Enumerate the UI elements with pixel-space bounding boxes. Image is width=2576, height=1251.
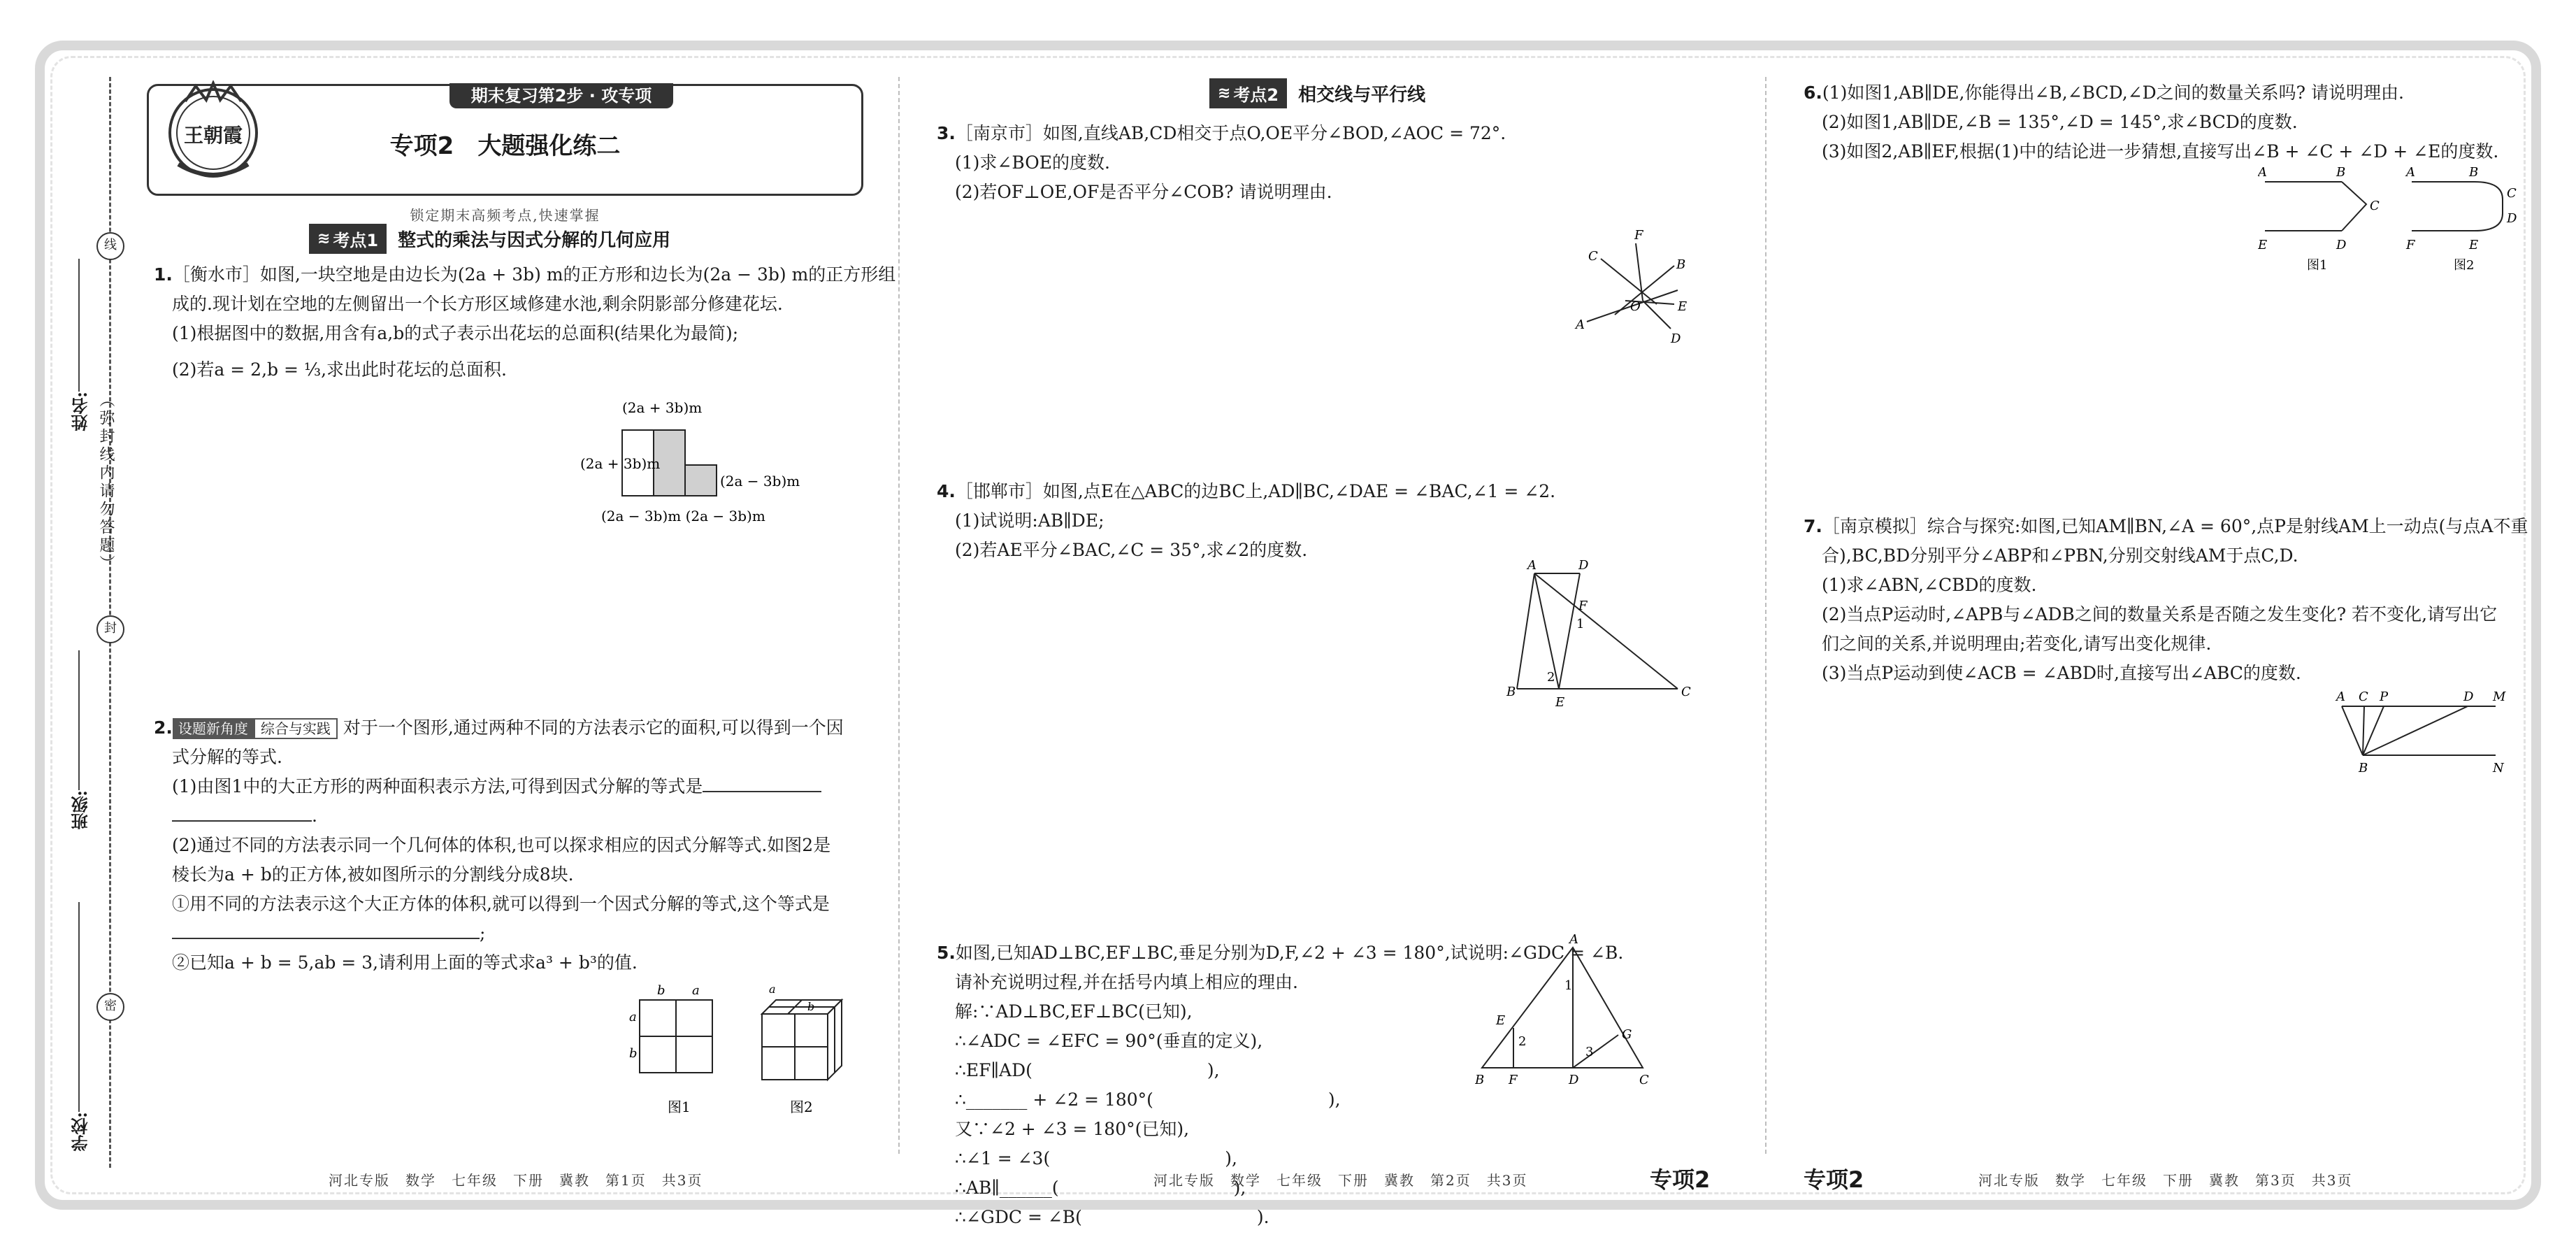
- footer-page-1: 河北专版 数学 七年级 下册 冀教 第1页 共3页: [329, 1172, 703, 1189]
- svg-text:E: E: [1555, 695, 1565, 710]
- svg-text:b: b: [629, 1046, 638, 1061]
- svg-text:a: a: [769, 982, 776, 996]
- class-label: 班级:: [71, 790, 91, 830]
- question-2: 2. 设题新角度 综合与实践 对于一个图形,通过两种不同的方法表示它的面积,可以得到一个因 式分解的等式. (1)由图1中的大正方形的两种面积表示方法,可得到因式分解的等式是 . (2)通过不同的方法表示同一个几何体的体积,也可以探求相应的因式分解等式.如图2是 棱长为a + b的正方体,被如图所示的分割线分成8块. ①用不同的方法表示这个大正方体的体积,就可以得到一个因式分解的等式,这个等式是 ; ②已知a + b = 5,ab = 3,请利用上面的等式求a³ + b³的值.: [154, 717, 844, 973]
- svg-text:D: D: [1578, 559, 1589, 573]
- fig1-top-label: (2a + 3b)m: [622, 399, 703, 416]
- wave-icon: ≋: [317, 230, 329, 248]
- svg-text:D: D: [2463, 689, 2474, 704]
- svg-text:N: N: [2493, 761, 2504, 775]
- svg-text:C: C: [1588, 249, 1598, 264]
- column-divider-1: [898, 77, 900, 1154]
- svg-text:1: 1: [1576, 617, 1585, 631]
- name-label: 姓名:: [71, 392, 91, 431]
- logo-text: 王朝霞: [183, 124, 243, 147]
- class-line: [78, 650, 80, 790]
- svg-text:b: b: [657, 983, 665, 998]
- question-2-figures: [622, 979, 853, 1126]
- binding-sidebar: [55, 77, 131, 1168]
- svg-text:E: E: [2469, 238, 2479, 252]
- svg-text:2: 2: [1547, 670, 1555, 685]
- svg-text:B: B: [2359, 761, 2368, 775]
- svg-text:1: 1: [1564, 978, 1573, 993]
- svg-text:A: A: [1527, 559, 1537, 573]
- svg-text:F: F: [1578, 599, 1588, 613]
- svg-text:B: B: [1676, 257, 1686, 272]
- kaodian-1-heading: [309, 224, 670, 254]
- column-divider-2: [1765, 77, 1766, 1154]
- svg-text:B: B: [1475, 1073, 1485, 1087]
- svg-text:M: M: [2493, 689, 2506, 704]
- footer-page-3: 河北专版 数学 七年级 下册 冀教 第3页 共3页: [1978, 1172, 2353, 1189]
- publisher-logo: [164, 80, 262, 185]
- svg-text:E: E: [1496, 1013, 1506, 1028]
- svg-text:E: E: [2258, 238, 2268, 252]
- svg-text:C: C: [2507, 186, 2517, 201]
- kaodian-1-title: 整式的乘法与因式分解的几何应用: [398, 230, 671, 251]
- svg-text:A: A: [2406, 165, 2415, 180]
- seal-mark-mid: 封: [96, 615, 124, 643]
- page-subtitle: 锁定期末高频考点,快速掌握: [410, 207, 600, 224]
- kaodian-2-tag: ≋ 考点2: [1209, 78, 1287, 108]
- svg-text:A: A: [1576, 317, 1585, 332]
- question-7-figure: [2335, 685, 2517, 790]
- svg-text:B: B: [2336, 165, 2346, 180]
- answer-blank-3[interactable]: [172, 921, 480, 939]
- footer-topic-left: 专项2: [1804, 1166, 1864, 1193]
- footer-page-2: 河北专版 数学 七年级 下册 冀教 第2页 共3页: [1153, 1172, 1528, 1189]
- question-7: 7.［南京模拟］综合与探究:如图,已知AM∥BN,∠A = 60°,点P是射线AM上一动点(与点A不重 合),BC,BD分别平分∠ABP和∠PBN,分别交射线AM于点C,D. (1)求∠ABN,∠CBD的度数. (2)当点P运动时,∠APB与∠ADB之间的数量关系是否随之发生变化? 若不变化,请写出它 们之间的关系,并说明理由;若变化,请写出变化规律. (3)当点P运动到使∠ACB = ∠ABD时,直接写出∠ABC的度数.: [1804, 516, 2528, 683]
- svg-text:F: F: [2406, 238, 2415, 252]
- question-1: 1.［衡水市］如图,一块空地是由边长为(2a + 3b) m的正方形和边长为(2a − 3b) m的正方形组 成的.现计划在空地的左侧留出一个长方形区域修建水池,剩余阴影部分修建花坛. (1)根据图中的数据,用含有a,b的式子表示出花坛的总面积(结果化为最简); (2)若a = 2,b = ⅓,求出此时花坛的总面积.: [154, 264, 896, 380]
- tag-practice: 综合与实践: [254, 718, 338, 739]
- header-box: [147, 84, 863, 196]
- svg-text:A: A: [2258, 165, 2267, 180]
- school-line: [78, 902, 80, 1112]
- question-1-figure: [580, 392, 818, 545]
- svg-text:O: O: [1630, 299, 1641, 314]
- svg-text:a: a: [692, 983, 700, 998]
- svg-text:a: a: [629, 1010, 637, 1024]
- svg-text:C: C: [1639, 1073, 1649, 1087]
- svg-text:B: B: [2469, 165, 2479, 180]
- header-tab: 期末复习第2步 · 攻专项: [449, 83, 673, 108]
- svg-text:C: C: [1681, 685, 1691, 699]
- answer-blank-1[interactable]: [703, 774, 821, 792]
- footer-topic-right: 专项2: [1650, 1166, 1711, 1193]
- seal-note: （弥封线内请勿答题）: [97, 392, 115, 573]
- svg-text:D: D: [1671, 331, 1681, 346]
- svg-text:F: F: [1509, 1073, 1518, 1087]
- svg-text:A: A: [2336, 689, 2345, 704]
- svg-text:E: E: [1678, 299, 1688, 314]
- wave-icon: ≋: [1218, 85, 1230, 102]
- question-5: 5.如图,已知AD⊥BC,EF⊥BC,垂足分别为D,F,∠2 + ∠3 = 180°,试说明:∠GDC = ∠B. 请补充说明过程,并在括号内填上相应的理由. 解:∵AD⊥BC,EF⊥BC(已知), ∴∠ADC = ∠EFC = 90°(垂直的定义), ∴EF∥AD( ), ∴_______ + ∠2 = 180°( ), 又∵∠2 + ∠3 = 180°(已知), ∴∠1 = ∠3( ), ∴AB∥______( ), ∴∠GDC = ∠B( ).: [937, 943, 1624, 1227]
- svg-text:2: 2: [1518, 1034, 1527, 1049]
- seal-mark-top: 线: [96, 232, 124, 260]
- question-6: 6.(1)如图1,AB∥DE,你能得出∠B,∠BCD,∠D之间的数量关系吗? 请说明理由. (2)如图1,AB∥DE,∠B = 135°,∠D = 145°,求∠BCD的度数. (3)如图2,AB∥EF,根据(1)中的结论进一步猜想,直接写出∠B + ∠C + ∠D + ∠E的度数.: [1804, 83, 2499, 162]
- svg-text:C: C: [2359, 689, 2368, 704]
- svg-text:A: A: [1569, 934, 1578, 947]
- svg-text:D: D: [2507, 211, 2517, 226]
- school-label: 学校:: [71, 1112, 91, 1152]
- question-5-figure: [1475, 934, 1664, 1101]
- tag-new-angle: 设题新角度: [173, 718, 254, 739]
- question-3-figure: [1573, 224, 1699, 357]
- name-line: [78, 259, 80, 392]
- fig-1-label: 图1: [2307, 258, 2328, 273]
- fig-2-label: 图2: [790, 1099, 813, 1115]
- fig1-left-label: (2a + 3b)m: [580, 455, 661, 472]
- question-3: 3.［南京市］如图,直线AB,CD相交于点O,OE平分∠BOD,∠AOC = 72°. (1)求∠BOE的度数. (2)若OF⊥OE,OF是否平分∠COB? 请说明理由.: [937, 123, 1506, 202]
- question-6-figures: [2258, 161, 2524, 273]
- kaodian-2-heading: [1209, 78, 1425, 108]
- question-4-figure: [1506, 559, 1702, 720]
- answer-blank-2[interactable]: [172, 803, 312, 822]
- svg-text:3: 3: [1585, 1045, 1594, 1059]
- svg-text:D: D: [1569, 1073, 1579, 1087]
- svg-text:P: P: [2380, 689, 2389, 704]
- svg-text:C: C: [2370, 199, 2380, 213]
- seal-mark-bottom: 密: [96, 993, 124, 1021]
- fig1-bottom-label: (2a − 3b)m (2a − 3b)m: [601, 508, 765, 524]
- svg-text:F: F: [1634, 228, 1643, 243]
- fig-2-label: 图2: [2454, 258, 2475, 273]
- svg-text:D: D: [2336, 238, 2347, 252]
- fig-1-label: 图1: [668, 1099, 691, 1115]
- fig1-right-label: (2a − 3b)m: [720, 473, 800, 489]
- question-4: 4.［邯郸市］如图,点E在△ABC的边BC上,AD∥BC,∠DAE = ∠BAC,∠1 = ∠2. (1)试说明:AB∥DE; (2)若AE平分∠BAC,∠C = 35°,求∠2的度数.: [937, 481, 1556, 560]
- svg-text:G: G: [1622, 1027, 1632, 1042]
- page-title: 专项2 大题强化练二: [389, 132, 621, 160]
- kaodian-2-title: 相交线与平行线: [1298, 85, 1426, 106]
- kaodian-1-tag: ≋ 考点1: [309, 224, 387, 254]
- svg-text:B: B: [1506, 685, 1516, 699]
- svg-text:b: b: [807, 1000, 815, 1013]
